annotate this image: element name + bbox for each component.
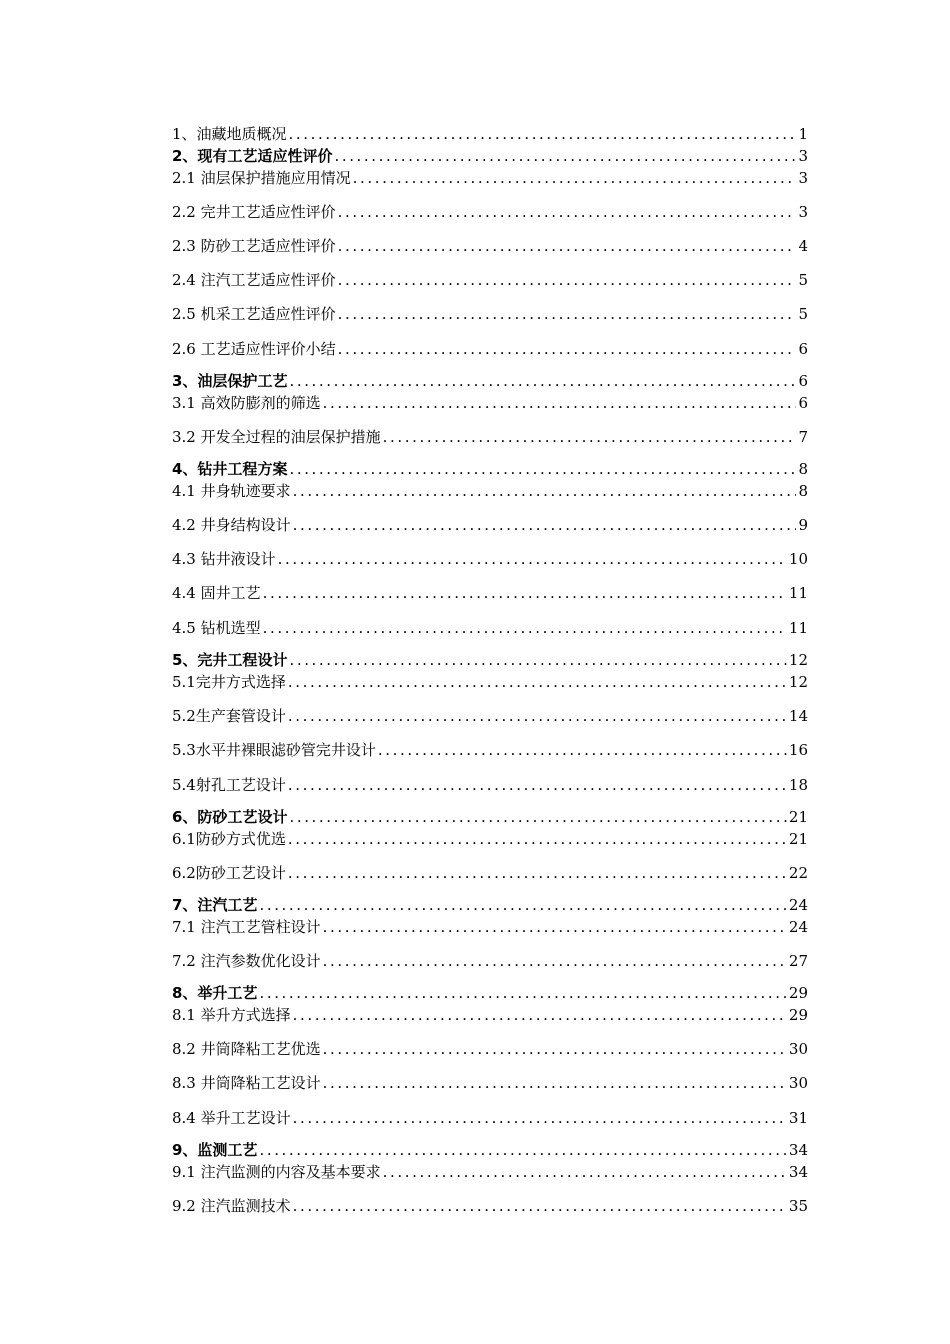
toc-dot-leader xyxy=(353,168,797,188)
toc-dot-leader xyxy=(378,740,787,760)
toc-entry-title: 4、钻井工程方案 xyxy=(172,460,288,478)
toc-dot-leader xyxy=(323,951,787,971)
toc-entry[interactable] xyxy=(172,513,808,535)
toc-page-number: 29 xyxy=(788,984,808,1002)
toc-entry[interactable] xyxy=(172,1160,808,1182)
toc-page-number: 12 xyxy=(788,651,808,669)
toc-dot-leader xyxy=(338,339,797,359)
toc-page-number: 21 xyxy=(788,830,808,848)
toc-page-number: 30 xyxy=(788,1074,808,1092)
toc-entry-title: 2、现有工艺适应性评价 xyxy=(172,147,333,165)
toc-entry-title: 8.2 井筒降粘工艺优选 xyxy=(172,1040,321,1058)
toc-entry-title: 4.5 钻机选型 xyxy=(172,619,261,637)
toc-dot-leader xyxy=(288,829,787,849)
toc-entry[interactable] xyxy=(172,949,808,971)
toc-page-number: 11 xyxy=(788,619,808,637)
toc-dot-leader xyxy=(288,863,787,883)
toc-page-number: 24 xyxy=(788,896,808,914)
toc-entry[interactable] xyxy=(172,861,808,883)
toc-entry[interactable] xyxy=(172,369,808,391)
toc-entry[interactable] xyxy=(172,1106,808,1128)
toc-entry-title: 9.1 注汽监测的内容及基本要求 xyxy=(172,1163,381,1181)
toc-dot-leader xyxy=(323,917,787,937)
toc-entry-title: 3.2 开发全过程的油层保护措施 xyxy=(172,428,381,446)
toc-page-number: 30 xyxy=(788,1040,808,1058)
toc-dot-leader xyxy=(323,393,797,413)
toc-entry[interactable] xyxy=(172,1194,808,1216)
toc-entry[interactable] xyxy=(172,268,808,290)
toc-page-number: 34 xyxy=(788,1141,808,1159)
toc-dot-leader xyxy=(289,807,786,827)
toc-dot-leader xyxy=(383,427,797,447)
toc-page-number: 24 xyxy=(788,918,808,936)
toc-entry-title: 2.1 油层保护措施应用情况 xyxy=(172,169,351,187)
toc-dot-leader xyxy=(259,983,786,1003)
toc-dot-leader xyxy=(289,371,796,391)
toc-entry-title: 5.2生产套管设计 xyxy=(172,707,286,725)
toc-entry-title: 2.6 工艺适应性评价小结 xyxy=(172,340,336,358)
toc-entry-title: 7、注汽工艺 xyxy=(172,896,258,914)
toc-page-number: 12 xyxy=(788,673,808,691)
toc-entry-title: 3、油层保护工艺 xyxy=(172,372,288,390)
toc-page-number: 1 xyxy=(798,125,808,143)
toc-dot-leader xyxy=(293,1108,787,1128)
toc-entry[interactable] xyxy=(172,773,808,795)
toc-dot-leader xyxy=(293,515,797,535)
toc-entry-title: 5.4射孔工艺设计 xyxy=(172,776,286,794)
toc-entry[interactable] xyxy=(172,302,808,324)
toc-entry[interactable] xyxy=(172,234,808,256)
toc-entry-title: 4.3 钻井液设计 xyxy=(172,550,276,568)
toc-entry[interactable] xyxy=(172,827,808,849)
toc-dot-leader xyxy=(288,672,787,692)
toc-entry-title: 8.3 井筒降粘工艺设计 xyxy=(172,1074,321,1092)
toc-entry[interactable] xyxy=(172,738,808,760)
toc-entry-title: 2.3 防砂工艺适应性评价 xyxy=(172,237,336,255)
toc-dot-leader xyxy=(289,459,796,479)
toc-dot-leader xyxy=(263,583,787,603)
toc-dot-leader xyxy=(289,124,797,144)
toc-page-number: 4 xyxy=(798,237,808,255)
toc-page-number: 11 xyxy=(788,584,808,602)
toc-entry[interactable] xyxy=(172,1138,808,1160)
toc-dot-leader xyxy=(338,236,797,256)
toc-dot-leader xyxy=(288,706,787,726)
toc-dot-leader xyxy=(263,618,787,638)
toc-entry[interactable] xyxy=(172,805,808,827)
toc-dot-leader xyxy=(289,650,786,670)
toc-page-number: 7 xyxy=(798,428,808,446)
toc-entry[interactable] xyxy=(172,337,808,359)
toc-entry-title: 2.4 注汽工艺适应性评价 xyxy=(172,271,336,289)
toc-entry-title: 5.1完井方式选择 xyxy=(172,673,286,691)
toc-entry-title: 6.1防砂方式优选 xyxy=(172,830,286,848)
toc-entry[interactable] xyxy=(172,893,808,915)
toc-entry-title: 3.1 高效防膨剂的筛选 xyxy=(172,394,321,412)
toc-page-number: 6 xyxy=(798,394,808,412)
toc-entry-title: 4.1 井身轨迹要求 xyxy=(172,482,291,500)
toc-dot-leader xyxy=(338,270,797,290)
toc-entry-title: 7.2 注汽参数优化设计 xyxy=(172,952,321,970)
toc-entry[interactable] xyxy=(172,547,808,569)
toc-dot-leader xyxy=(293,481,797,501)
toc-dot-leader xyxy=(288,775,787,795)
toc-page-number: 8 xyxy=(798,482,808,500)
toc-entry[interactable] xyxy=(172,144,808,166)
toc-dot-leader xyxy=(338,202,797,222)
toc-entry-title: 4.2 井身结构设计 xyxy=(172,516,291,534)
toc-entry[interactable] xyxy=(172,166,808,188)
toc-entry[interactable] xyxy=(172,479,808,501)
toc-entry[interactable] xyxy=(172,648,808,670)
toc-entry-title: 2.2 完井工艺适应性评价 xyxy=(172,203,336,221)
toc-entry[interactable] xyxy=(172,200,808,222)
toc-entry[interactable] xyxy=(172,915,808,937)
toc-entry-title: 4.4 固井工艺 xyxy=(172,584,261,602)
toc-dot-leader xyxy=(259,1140,786,1160)
toc-entry-title: 5.3水平井裸眼滤砂管完井设计 xyxy=(172,741,376,759)
toc-entry-title: 9.2 注汽监测技术 xyxy=(172,1197,291,1215)
toc-entry[interactable] xyxy=(172,670,808,692)
toc-entry[interactable] xyxy=(172,704,808,726)
toc-entry-title: 2.5 机采工艺适应性评价 xyxy=(172,305,336,323)
toc-dot-leader xyxy=(293,1005,787,1025)
toc-page-number: 27 xyxy=(788,952,808,970)
toc-entry[interactable] xyxy=(172,581,808,603)
toc-entry[interactable] xyxy=(172,616,808,638)
toc-dot-leader xyxy=(278,549,787,569)
toc-page-number: 18 xyxy=(788,776,808,794)
toc-page-number: 10 xyxy=(788,550,808,568)
toc-dot-leader xyxy=(323,1039,787,1059)
toc-page-number: 5 xyxy=(798,271,808,289)
toc-entry-title: 8.1 举升方式选择 xyxy=(172,1006,291,1024)
toc-entry[interactable] xyxy=(172,1037,808,1059)
toc-page-number: 22 xyxy=(788,864,808,882)
toc-entry[interactable] xyxy=(172,1003,808,1025)
toc-dot-leader xyxy=(259,895,786,915)
toc-dot-leader xyxy=(323,1073,787,1093)
toc-page-number: 16 xyxy=(788,741,808,759)
toc-entry-title: 9、监测工艺 xyxy=(172,1141,258,1159)
toc-entry[interactable] xyxy=(172,425,808,447)
toc-page-number: 29 xyxy=(788,1006,808,1024)
toc-page-number: 9 xyxy=(798,516,808,534)
toc-entry-title: 6、防砂工艺设计 xyxy=(172,808,288,826)
toc-page-number: 6 xyxy=(798,340,808,358)
toc-entry-title: 1、油藏地质概况 xyxy=(172,125,287,143)
toc-page-number: 21 xyxy=(788,808,808,826)
toc-dot-leader xyxy=(338,304,797,324)
toc-page-number: 3 xyxy=(798,147,808,165)
toc-page-number: 3 xyxy=(798,203,808,221)
toc-entry-title: 7.1 注汽工艺管柱设计 xyxy=(172,918,321,936)
toc-page-number: 8 xyxy=(798,460,808,478)
toc-entry[interactable] xyxy=(172,1071,808,1093)
toc-entry[interactable] xyxy=(172,391,808,413)
toc-page-number: 31 xyxy=(788,1109,808,1127)
toc-entry-title: 8.4 举升工艺设计 xyxy=(172,1109,291,1127)
toc-page-number: 34 xyxy=(788,1163,808,1181)
toc-dot-leader xyxy=(334,146,796,166)
toc-entry[interactable] xyxy=(172,122,808,144)
toc-entry[interactable] xyxy=(172,981,808,1003)
toc-page-number: 3 xyxy=(798,169,808,187)
toc-entry[interactable] xyxy=(172,457,808,479)
toc-page-number: 6 xyxy=(798,372,808,390)
toc-entry-title: 5、完井工程设计 xyxy=(172,651,288,669)
toc-dot-leader xyxy=(293,1196,787,1216)
toc-page-number: 5 xyxy=(798,305,808,323)
toc-page-number: 14 xyxy=(788,707,808,725)
toc-dot-leader xyxy=(383,1162,787,1182)
toc-page-number: 35 xyxy=(788,1197,808,1215)
toc-entry-title: 8、举升工艺 xyxy=(172,984,258,1002)
toc-entry-title: 6.2防砂工艺设计 xyxy=(172,864,286,882)
